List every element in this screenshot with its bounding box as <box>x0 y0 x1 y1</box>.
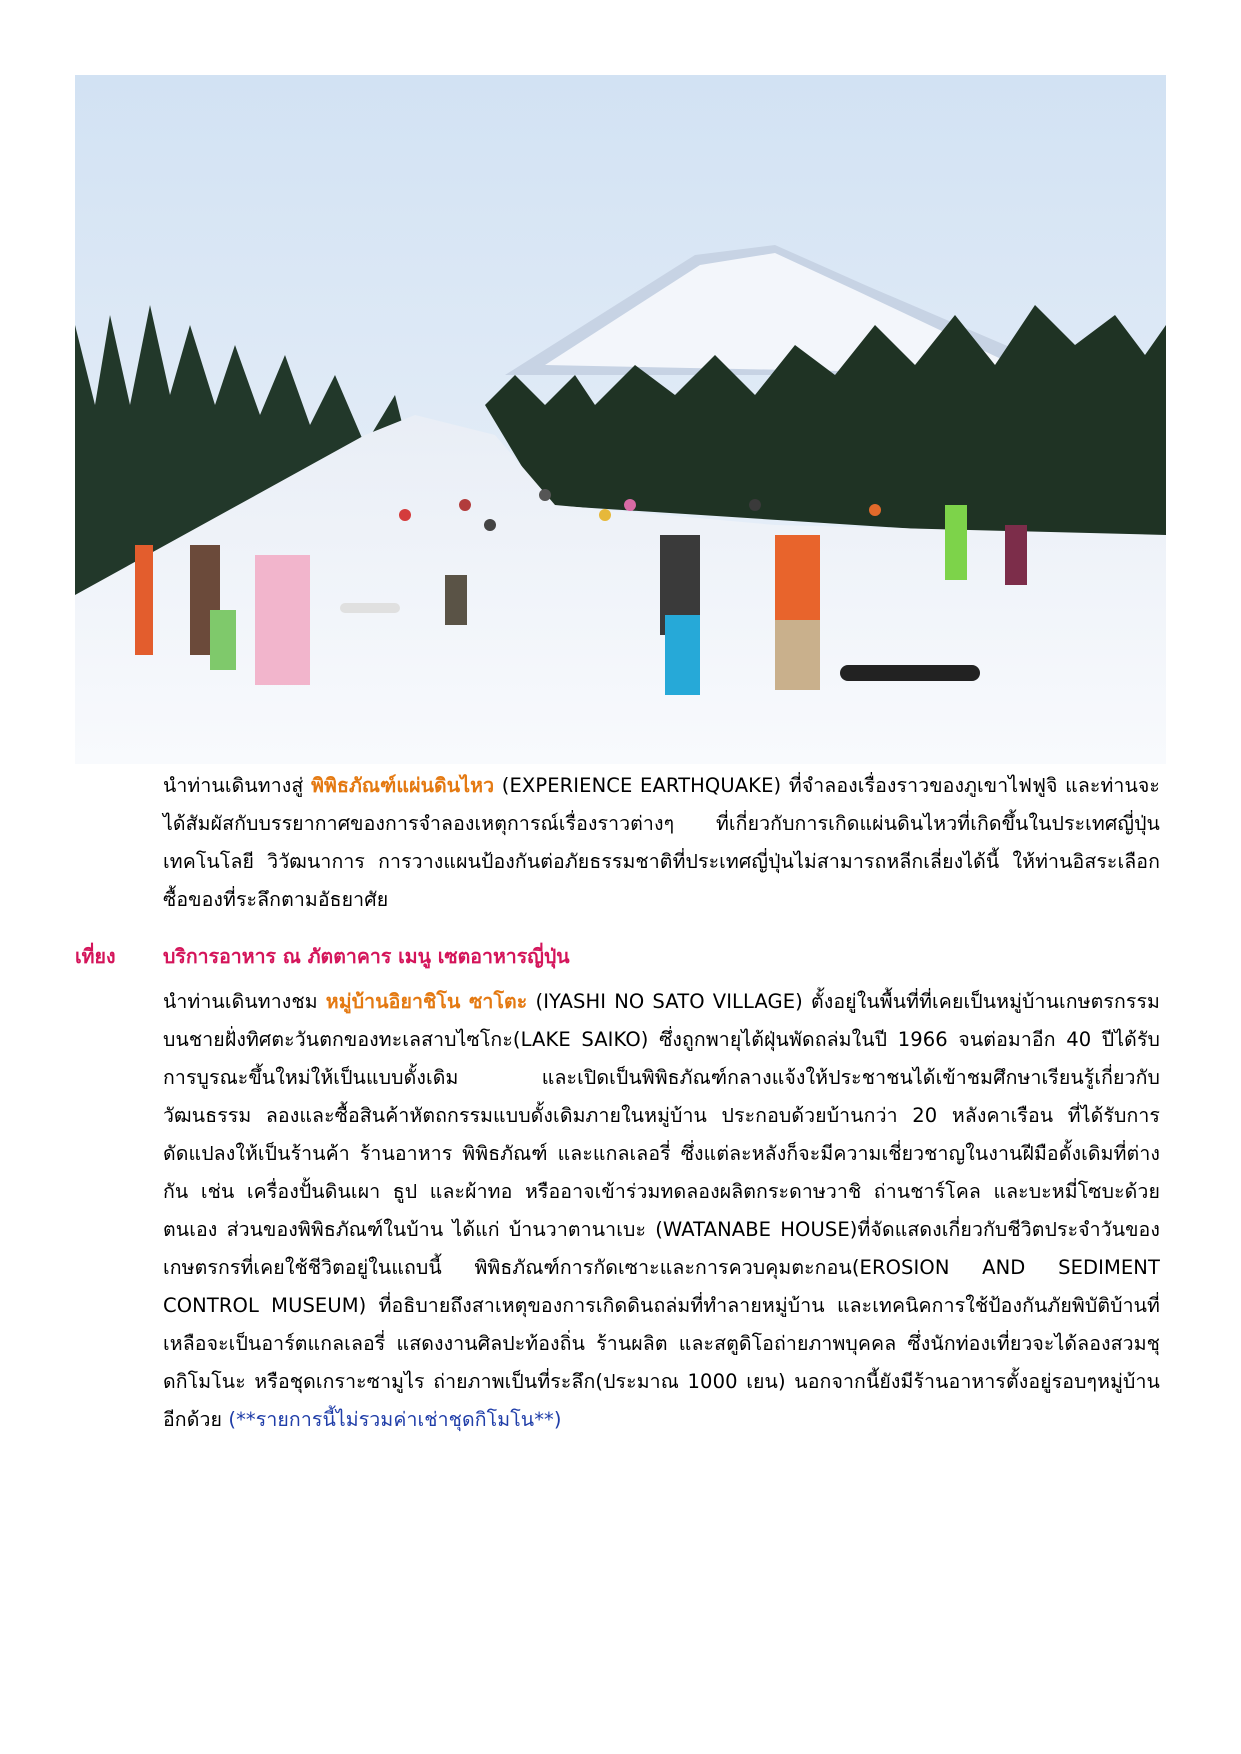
noon-label: เที่ยง <box>75 945 116 968</box>
para1-text-rest: (EXPERIENCE EARTHQUAKE) ที่จำลองเรื่องราวของภูเขาไฟฟูจิ และท่านจะได้สัมผัสกับบรรยากาศของการจำลองเหตุการณ์เรื่องราวต่างๆ ที่เกี่ยวกับการเกิดแผ่นดินไหวที่เกิดขึ้นในประเทศญี่ปุ่น เทคโนโลยี วิวัฒนาการ การวางแผนป้องกันต่อภัยธรรมชาติที่ประเทศญี่ปุ่นไม่สามารถหลีกเลี่ยงได้นี้ ให้ท่านอิสระเลือกซื้อของที่ระลึกตามอัธยาศัย <box>163 774 1161 911</box>
ski-slope-illustration <box>75 75 1166 764</box>
lunch-service-text: บริการอาหาร ณ ภัตตาคาร เมนู เซตอาหารญี่ปุ่น <box>163 945 570 968</box>
iyashi-village-paragraph <box>163 983 1160 1439</box>
kimono-rental-note: (**รายการนี้ไม่รวมค่าเช่าชุดกิโมโน**) <box>228 1408 562 1431</box>
para2-text-start: นำท่านเดินทางชม <box>163 990 326 1013</box>
earthquake-museum-paragraph <box>163 767 1160 919</box>
ski-slope-photo <box>75 75 1166 764</box>
iyashi-village-highlight: หมู่บ้านอิยาชิโน ซาโตะ <box>325 990 528 1013</box>
earthquake-museum-highlight: พิพิธภัณฑ์แผ่นดินไหว <box>311 774 495 797</box>
para1-text-start: นำท่านเดินทางสู่ <box>163 774 312 797</box>
para2-text-rest: (IYASHI NO SATO VILLAGE) ตั้งอยู่ในพื้นที่ที่เคยเป็นหมู่บ้านเกษตรกรรมบนชายฝั่งทิศตะวันตกของทะเลสาบไซโกะ(LAKE SAIKO) ซึ่งถูกพายุไต้ฝุ่นพัดถล่มในปี 1966 จนต่อมาอีก 40 ปีได้รับการบูรณะขึ้นใหม่ให้เป็นแบบดั้งเดิม และเปิดเป็นพิพิธภัณฑ์กลางแจ้งให้ประชาชนได้เข้าชมศึกษาเรียนรู้เกี่ยวกับวัฒนธรรม ลองและซื้อสินค้าหัตถกรรมแบบดั้งเดิมภายในหมู่บ้าน ประกอบด้วยบ้านกว่า 20 หลังคาเรือน ที่ได้รับการดัดแปลงให้เป็นร้านค้า ร้านอาหาร พิพิธภัณฑ์ และแกลเลอรี่ ซึ่งแต่ละหลังก็จะมีความเชี่ยวชาญในงานฝีมือดั้งเดิมที่ต่างกัน เช่น เครื่องปั้นดินเผา ธูป และผ้าทอ หรืออาจเข้าร่วมทดลองผลิตกระดาษวาชิ ถ่านชาร์โคล และบะหมี่โซบะด้วยตนเอง ส่วนของพิพิธภัณฑ์ในบ้าน ได้แก่ บ้านวาตานาเบะ (WATANABE HOUSE)ที่จัดแสดงเกี่ยวกับชีวิตประจำวันของเกษตรกรที่เคยใช้ชีวิตอยู่ในแถบนี้ พิพิธภัณฑ์การกัดเซาะและการควบคุมตะกอน(EROSION AND SEDIMENT CONTROL MUSEUM) ที่อธิบายถึงสาเหตุของการเกิดดินถล่มที่ทำลายหมู่บ้าน และเทคนิคการใช้ป้องกันภัยพิบัติบ้านที่เหลือจะเป็นอาร์ตแกลเลอรี่ แสดงงานศิลปะท้องถิ่น ร้านผลิต และสตูดิโอถ่ายภาพบุคคล ซึ่งนักท่องเที่ยวจะได้ลองสวมชุดกิโมโนะ หรือชุดเกราะซามูไร ถ่ายภาพเป็นที่ระลึก(ประมาณ 1000 เยน) นอกจากนี้ยังมีร้านอาหารตั้งอยู่รอบๆหมู่บ้านอีกด้วย <box>163 990 1160 1431</box>
